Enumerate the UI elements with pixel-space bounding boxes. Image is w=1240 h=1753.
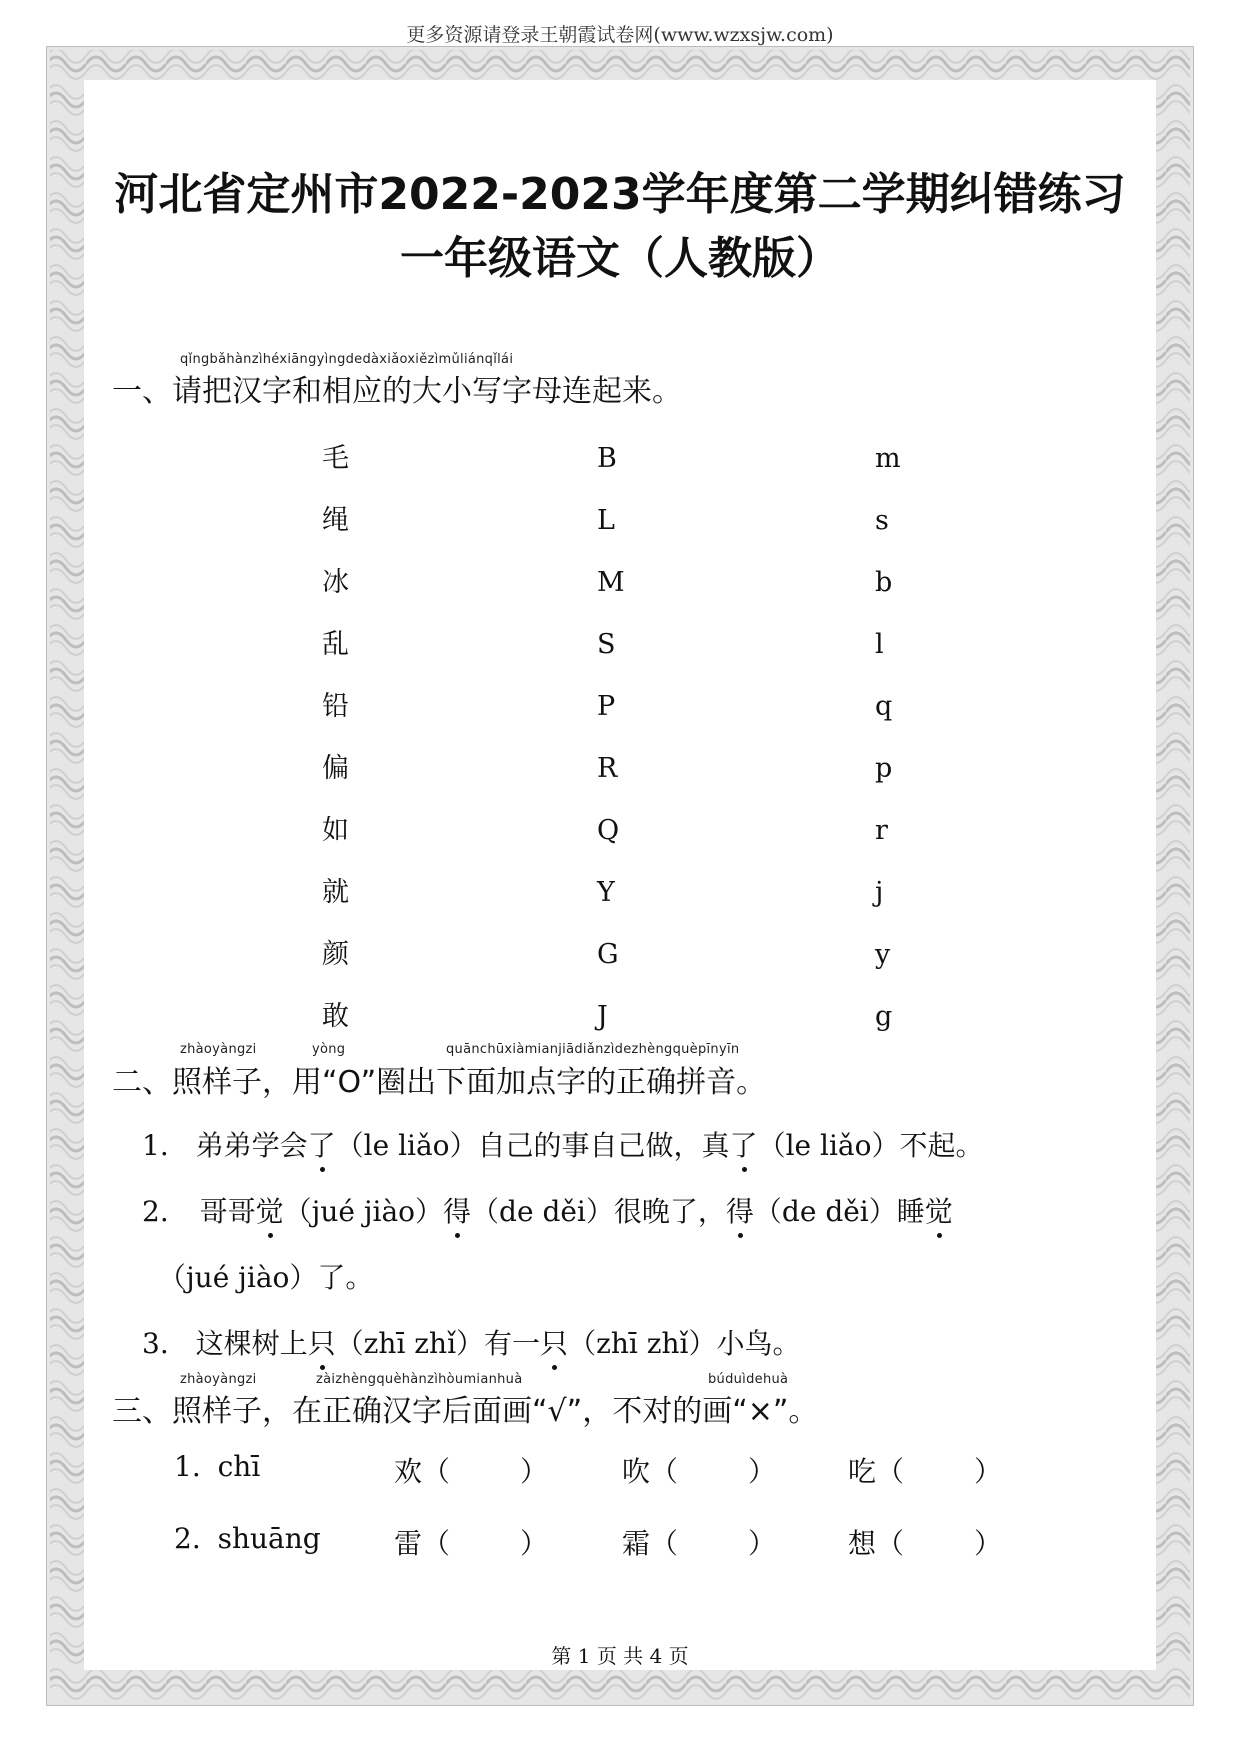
uppercase-item: M bbox=[597, 567, 625, 598]
hanzi-item: 颜 bbox=[322, 939, 349, 970]
section2-question-2 bbox=[142, 1190, 953, 1230]
section3-pinyin-c: búduìdehuà bbox=[708, 1372, 789, 1387]
section1-pinyin: qǐngbǎhànzìhéxiāngyìngdedàxiǎoxiězìmǔliánqǐlái bbox=[180, 352, 514, 367]
section3-pinyin-b: zàizhèngquèhànzìhòumianhuà bbox=[316, 1372, 523, 1387]
uppercase-item: Q bbox=[597, 815, 620, 846]
answer-blank-close: ） bbox=[520, 1527, 549, 1560]
section2-question-2-continued: （jué jiào）了。 bbox=[158, 1261, 374, 1294]
hanzi-option: 欢 bbox=[394, 1455, 423, 1488]
lowercase-item: g bbox=[875, 1001, 893, 1032]
hanzi-option: 吃 bbox=[848, 1455, 877, 1488]
lowercase-item: p bbox=[875, 753, 893, 784]
dotted-char: 觉 bbox=[256, 1190, 284, 1230]
answer-blank[interactable]: （ bbox=[876, 1527, 905, 1560]
question-text: （jué jiào） bbox=[283, 1195, 444, 1228]
question-text: （le liǎo）不起。 bbox=[757, 1129, 984, 1162]
header-note: 更多资源请登录王朝霞试卷网(www.wzxsjw.com) bbox=[406, 24, 834, 46]
section2-pinyin-a: zhàoyàngzi bbox=[180, 1042, 257, 1057]
lowercase-item: l bbox=[875, 629, 884, 660]
question-number: 1. bbox=[142, 1129, 169, 1162]
section3-row-2 bbox=[174, 1522, 1074, 1560]
question-number: 2. bbox=[142, 1195, 169, 1228]
section2-pinyin-c: quānchūxiàmianjiādiǎnzìdezhèngquèpīnyīn bbox=[446, 1042, 740, 1057]
section3-row-1 bbox=[174, 1450, 1074, 1488]
section2-pinyin-b: yòng bbox=[312, 1042, 346, 1057]
dotted-char: 了 bbox=[730, 1124, 758, 1164]
answer-blank-close: ） bbox=[974, 1455, 1003, 1488]
question-text: （zhī zhǐ）有一 bbox=[335, 1327, 541, 1360]
question-text: （zhī zhǐ）小鸟。 bbox=[568, 1327, 801, 1360]
question-text: （de děi）很晚了， bbox=[471, 1195, 726, 1228]
question-text: 弟弟学会 bbox=[195, 1129, 308, 1162]
dotted-char: 只 bbox=[308, 1322, 336, 1362]
hanzi-item: 绳 bbox=[322, 505, 349, 536]
row-number: 1. bbox=[174, 1450, 201, 1483]
question-text: 这棵树上 bbox=[195, 1327, 308, 1360]
uppercase-item: L bbox=[597, 505, 615, 536]
dotted-char: 得 bbox=[726, 1190, 754, 1230]
answer-blank[interactable]: （ bbox=[422, 1527, 451, 1560]
section2-heading: 二、照样子，用“O”圈出下面加点字的正确拼音。 bbox=[112, 1065, 767, 1100]
page-footer: 第 1 页 共 4 页 bbox=[551, 1644, 689, 1668]
uppercase-item: P bbox=[597, 691, 616, 722]
question-text: （le liǎo）自己的事自己做，真 bbox=[335, 1129, 730, 1162]
column-lowercase bbox=[875, 428, 901, 1048]
column-hanzi bbox=[322, 428, 349, 1048]
lowercase-item: b bbox=[875, 567, 893, 598]
section3-heading: 三、照样子，在正确汉字后面画“√”，不对的画“×”。 bbox=[112, 1394, 819, 1429]
answer-blank[interactable]: （ bbox=[650, 1527, 679, 1560]
uppercase-item: J bbox=[597, 1001, 608, 1032]
dotted-char: 得 bbox=[443, 1190, 471, 1230]
hanzi-item: 敢 bbox=[322, 1001, 349, 1032]
hanzi-item: 如 bbox=[322, 815, 349, 846]
section2-question-1 bbox=[142, 1124, 983, 1164]
dotted-char: 觉 bbox=[925, 1190, 953, 1230]
hanzi-item: 乱 bbox=[322, 629, 349, 660]
lowercase-item: q bbox=[875, 691, 893, 722]
hanzi-item: 就 bbox=[322, 877, 349, 908]
uppercase-item: Y bbox=[597, 877, 615, 908]
section2-question-3 bbox=[142, 1322, 800, 1362]
lowercase-item: m bbox=[875, 443, 901, 474]
answer-blank-close: ） bbox=[748, 1527, 777, 1560]
dotted-char: 只 bbox=[540, 1322, 568, 1362]
hanzi-option: 霜 bbox=[622, 1527, 651, 1560]
lowercase-item: s bbox=[875, 505, 889, 536]
lowercase-item: y bbox=[875, 939, 891, 970]
answer-blank[interactable]: （ bbox=[650, 1455, 679, 1488]
hanzi-item: 冰 bbox=[322, 567, 349, 598]
column-uppercase bbox=[597, 428, 625, 1048]
hanzi-item: 毛 bbox=[322, 443, 349, 474]
hanzi-item: 铅 bbox=[322, 691, 349, 722]
uppercase-item: B bbox=[597, 443, 617, 474]
answer-blank[interactable]: （ bbox=[422, 1455, 451, 1488]
row-pinyin: chī bbox=[217, 1450, 261, 1483]
uppercase-item: G bbox=[597, 939, 619, 970]
row-number: 2. bbox=[174, 1522, 201, 1555]
hanzi-option: 吹 bbox=[622, 1455, 651, 1488]
answer-blank-close: ） bbox=[748, 1455, 777, 1488]
hanzi-option: 想 bbox=[848, 1527, 877, 1560]
uppercase-item: R bbox=[597, 753, 618, 784]
dotted-char: 了 bbox=[308, 1124, 336, 1164]
hanzi-item: 偏 bbox=[322, 753, 349, 784]
section3-pinyin-a: zhàoyàngzi bbox=[180, 1372, 257, 1387]
title-line-1: 河北省定州市2022-2023学年度第二学期纠错练习 bbox=[114, 169, 1126, 220]
title-line-2: 一年级语文（人教版） bbox=[400, 233, 840, 284]
hanzi-option: 雷 bbox=[394, 1527, 423, 1560]
answer-blank[interactable]: （ bbox=[876, 1455, 905, 1488]
uppercase-item: S bbox=[597, 629, 616, 660]
question-text: （de děi）睡 bbox=[753, 1195, 925, 1228]
answer-blank-close: ） bbox=[520, 1455, 549, 1488]
question-number: 3. bbox=[142, 1327, 169, 1360]
section1-heading: 一、请把汉字和相应的大小写字母连起来。 bbox=[112, 374, 682, 409]
lowercase-item: j bbox=[875, 877, 884, 908]
question-text: 哥哥 bbox=[199, 1195, 256, 1228]
lowercase-item: r bbox=[875, 815, 888, 846]
answer-blank-close: ） bbox=[974, 1527, 1003, 1560]
row-pinyin: shuāng bbox=[217, 1522, 321, 1555]
